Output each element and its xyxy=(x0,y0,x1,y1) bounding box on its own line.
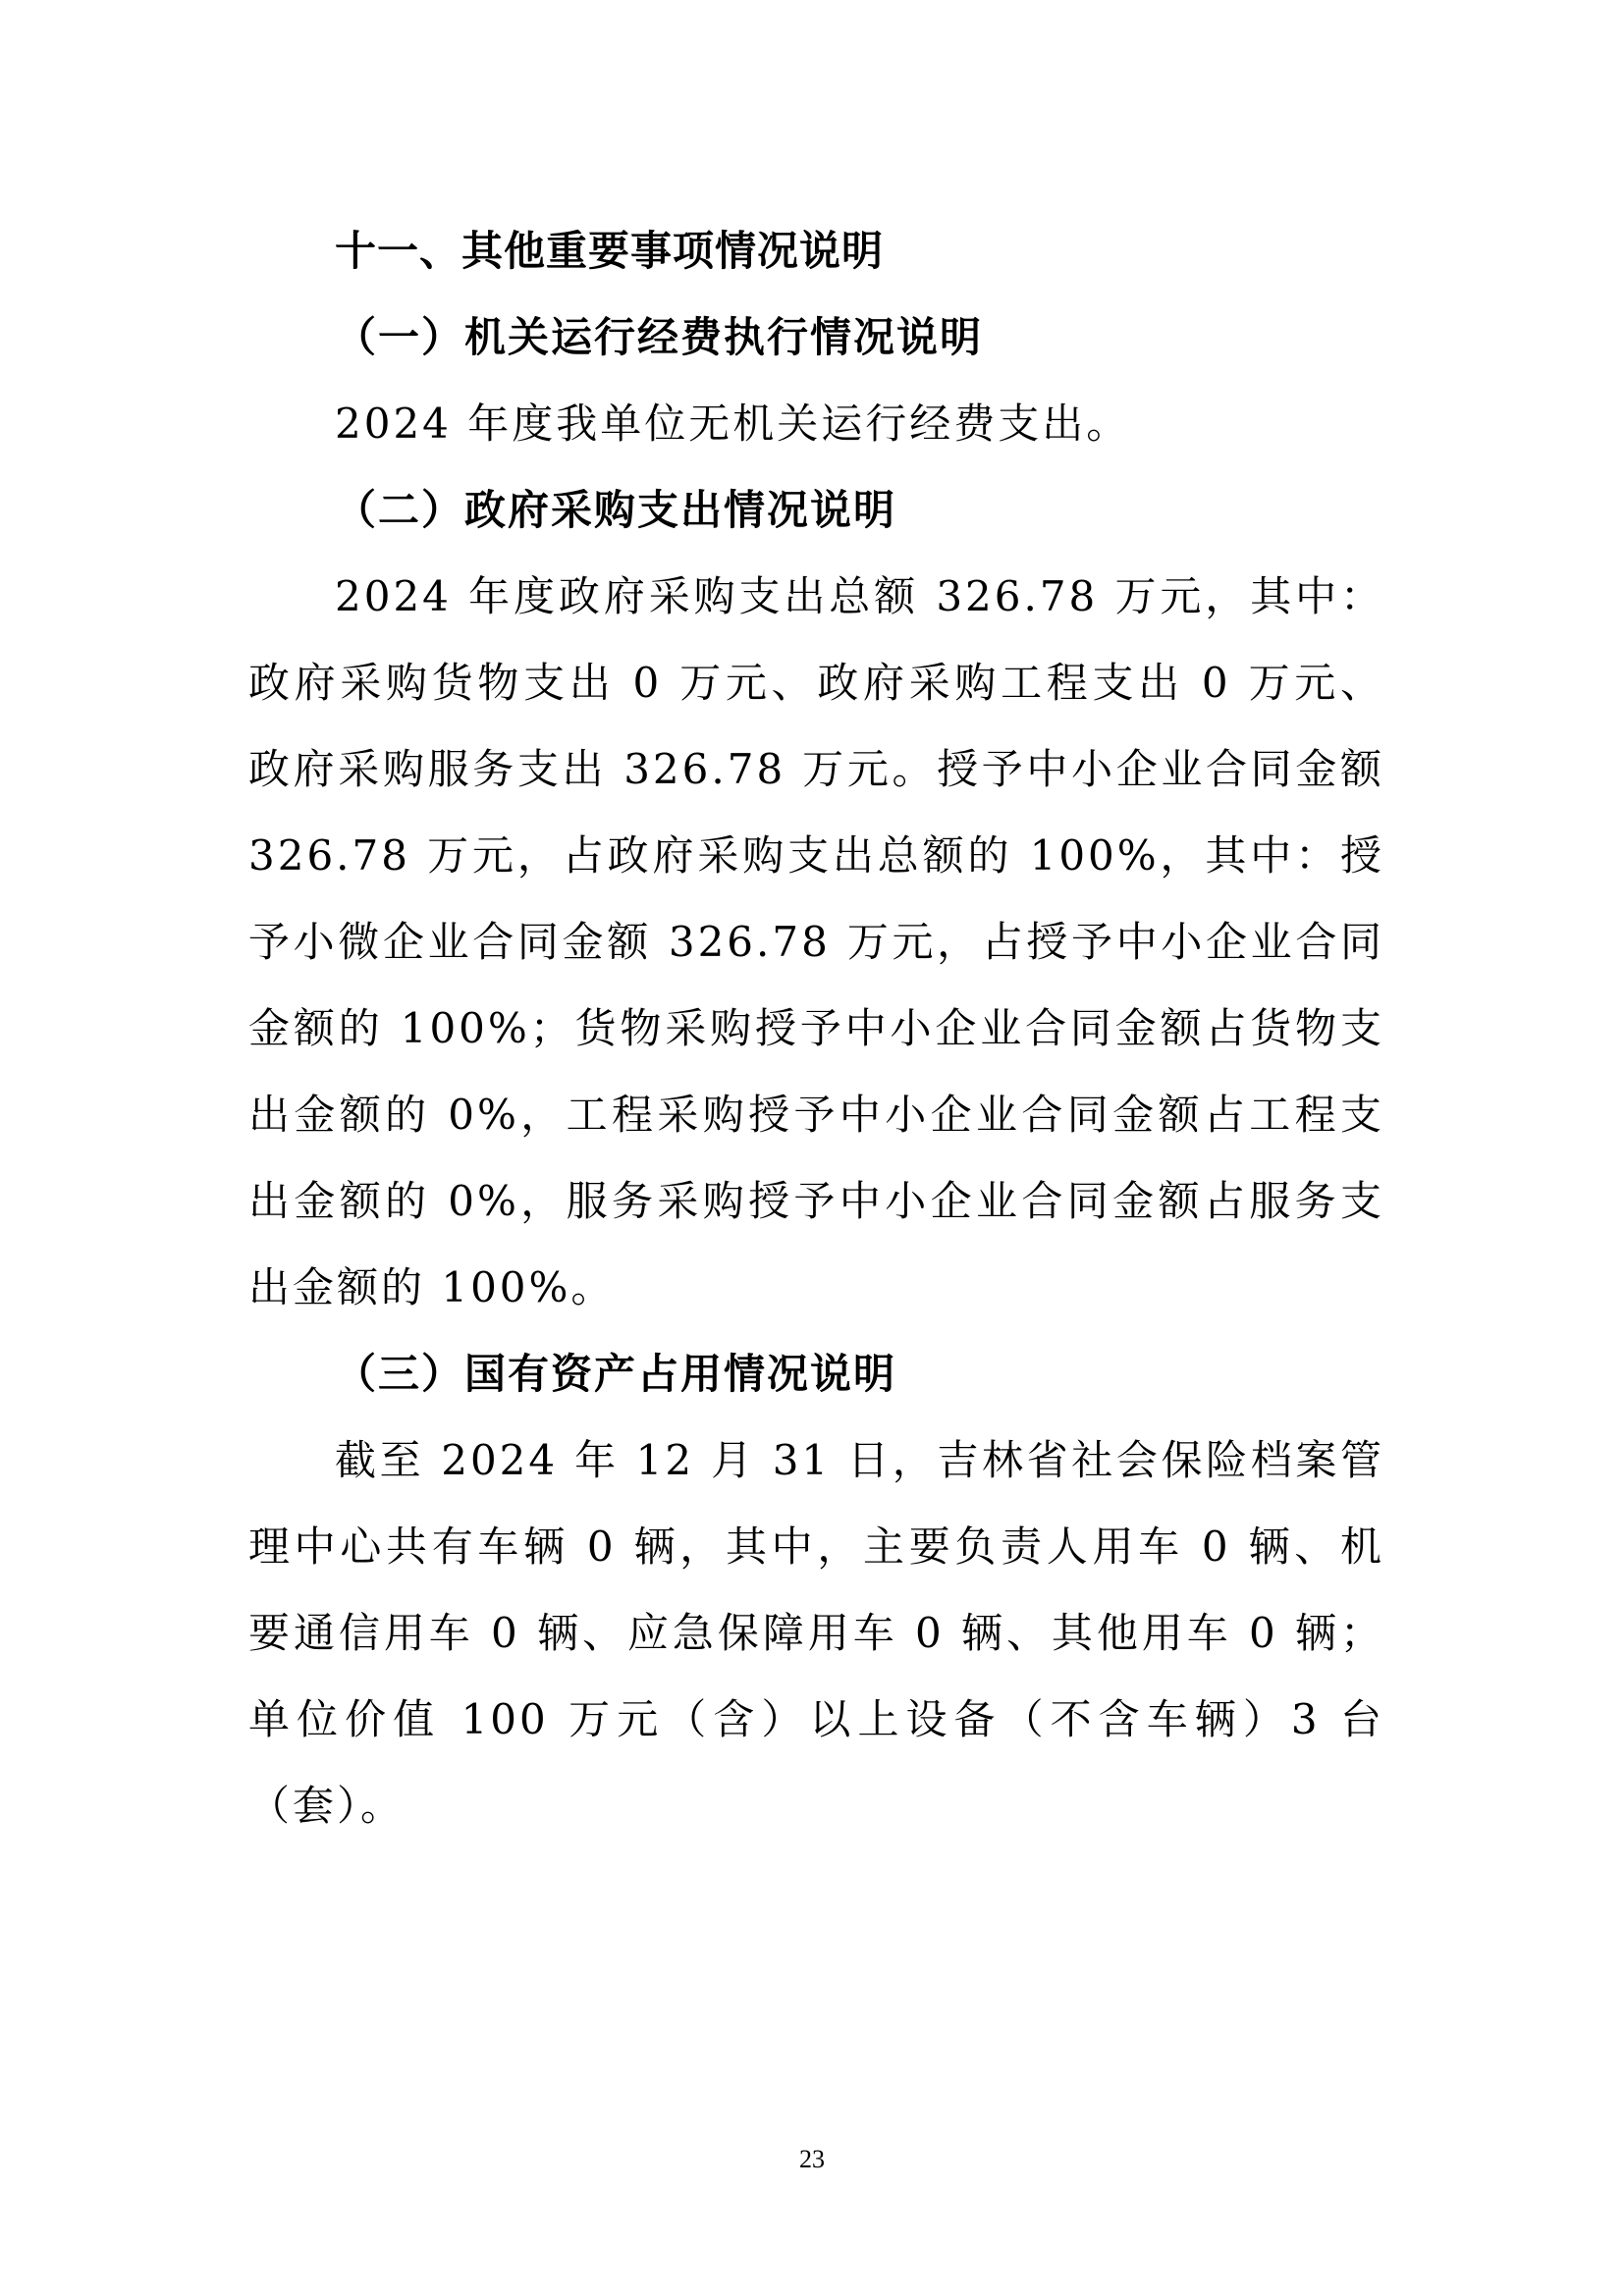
subsection-paragraph-3: 截至 2024 年 12 月 31 日，吉林省社会保险档案管理中心共有车辆 0 辆，其中，主要负责人用车 0 辆、机要通信用车 0 辆、应急保障用车 0 辆、其他用车 0 辆；单位价值 100 万元（含）以上设备（不含车辆）3 台（套）。 xyxy=(248,1436,1384,1830)
subsection-heading-1: （一）机关运行经费执行情况说明 xyxy=(335,313,984,361)
subsection-paragraph-1: 2024 年度我单位无机关运行经费支出。 xyxy=(335,400,1131,448)
page-content xyxy=(248,208,1384,1849)
section-title: 十一、其他重要事项情况说明 xyxy=(335,227,885,275)
subsection-paragraph-2: 2024 年度政府采购支出总额 326.78 万元，其中：政府采购货物支出 0 万元、政府采购工程支出 0 万元、政府采购服务支出 326.78 万元。授予中小企业合同金额 326.78 万元，占政府采购支出总额的 100%，其中：授予小微企业合同金额 326.78 万元，占授予中小企业合同金额的 100%；货物采购授予中小企业合同金额占货物支出金额的 0%，工程采购授予中小企业合同金额占工程支出金额的 0%，服务采购授予中小企业合同金额占服务支出金额的 100%。 xyxy=(248,572,1384,1311)
subsection-heading-3: （三）国有资产占用情况说明 xyxy=(335,1350,897,1398)
subsection-heading-2: （二）政府采购支出情况说明 xyxy=(335,486,897,534)
page-number: 23 xyxy=(799,2145,825,2173)
